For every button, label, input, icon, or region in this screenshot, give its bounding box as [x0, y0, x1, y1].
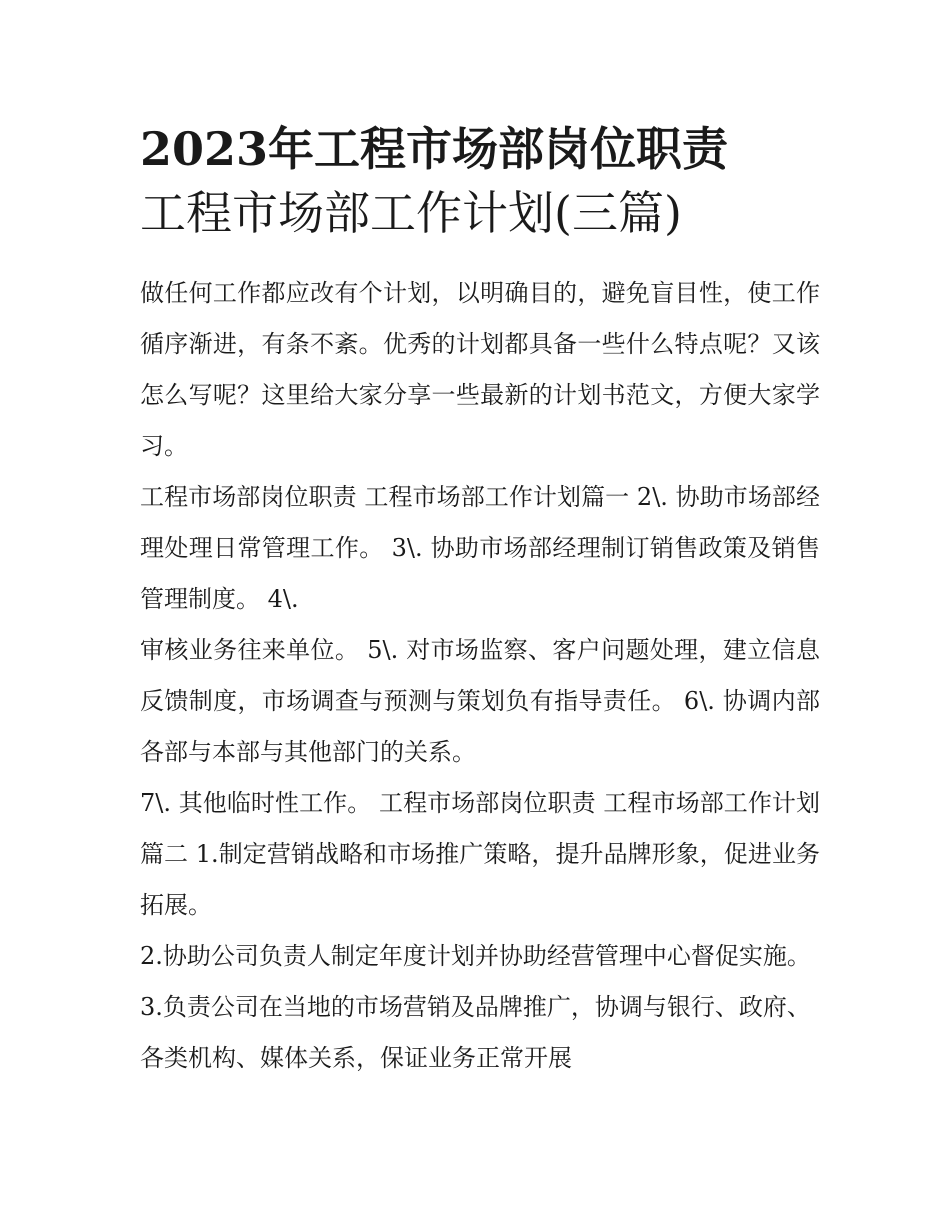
document-title-line-2: 工程市场部工作计划(三篇): [140, 186, 682, 240]
document-title-line-1: 2023年工程市场部岗位职责: [140, 122, 729, 176]
paragraph-intro: 做任何工作都应改有个计划，以明确目的，避免盲目性，使工作循序渐进，有条不紊。优秀的计划都具备一些什么特点呢？又该怎么写呢？这里给大家分享一些最新的计划书范文，方便大家学习。: [140, 279, 820, 460]
paragraph-part-4: 2.协助公司负责人制定年度计划并协助经营管理中心督促实施。 3.负责公司在当地的市场营销及品牌推广，协调与银行、政府、各类机构、媒体关系，保证业务正常开展: [140, 942, 811, 1072]
paragraph-part-3: 7\. 其他临时性工作。 工程市场部岗位职责 工程市场部工作计划篇二 1.制定营销战略和市场推广策略，提升品牌形象，促进业务拓展。: [140, 789, 820, 919]
document-page: [140, 118, 820, 1084]
paragraph-part-2: 审核业务往来单位。 5\. 对市场监察、客户问题处理，建立信息反馈制度，市场调查与预测与策划负有指导责任。 6\. 协调内部各部与本部与其他部门的关系。: [140, 636, 820, 766]
document-body: [140, 268, 820, 1084]
paragraph-part-1: 工程市场部岗位职责 工程市场部工作计划篇一 2\. 协助市场部经理处理日常管理工作。 3\. 协助市场部经理制订销售政策及销售管理制度。 4\.: [140, 483, 820, 613]
